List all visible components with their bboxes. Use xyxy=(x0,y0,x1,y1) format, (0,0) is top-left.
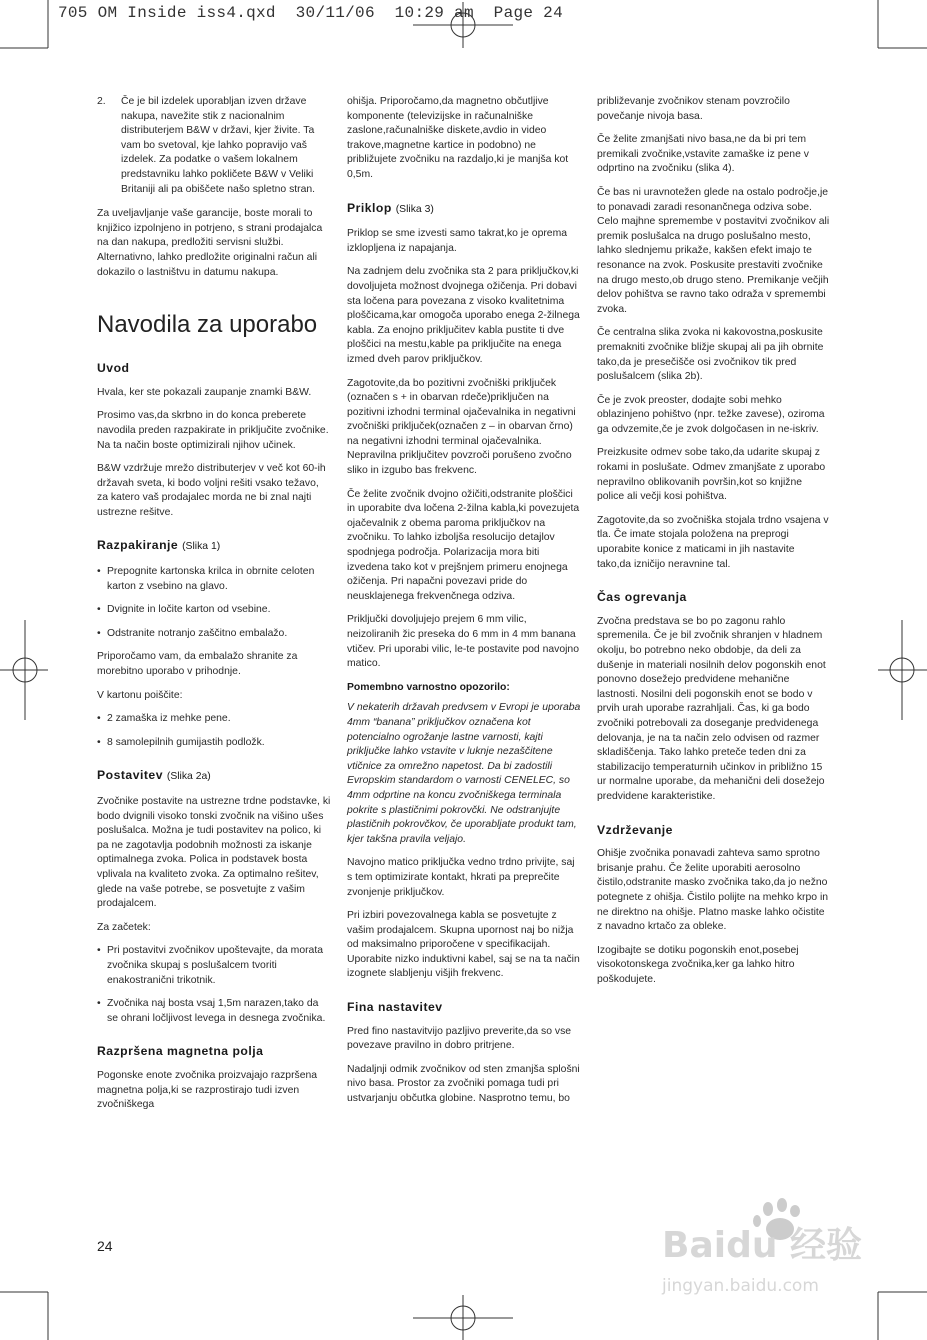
list-item xyxy=(97,736,331,751)
paragraph: Priklop se sme izvesti samo takrat,ko je oprema izklopljena iz napajanja. xyxy=(347,228,568,254)
paragraph: Zvočnike postavite na ustrezne trdne podstavke, ki bodo dvignili visoko tonski zvočnik na višino ušes poslušalca. Možna je tudi postavitev na polico, ki pa ne zagotavlja podobnih možnosti za iskanje optimalnega zvoka. Polica in podstavek bosta vplivala na kvaliteto zvoka. Za optimalno rešitev, glede na vaše potrebe, se posvetujte z vašim prodajalcem. xyxy=(97,796,331,910)
paragraph: Zagotovite,da so zvočniška stojala trdno vsajena v tla. Če imate stojala položena na preprogi uporabite konice z maticami in jih nastavite tako,da izničijo neravnine tal. xyxy=(597,514,829,570)
print-slug: 705 OM Inside iss4.qxd 30/11/06 10:29 am Page 24 xyxy=(58,4,563,22)
paragraph: Na zadnjem delu zvočnika sta 2 para priključkov,ki dovoljujeta možnost dvojnega ožičenja. Pri dobavi sta ločena para povezana z visoko kvalitetnima ploščicama,kar omogoča uporabo enega 2-žilnega kabla. Za enojno priključitev kabla pustite ti dve ploščici na mestu,kable pa priključite na enega izmed dveh parov priključkov. xyxy=(347,266,580,365)
bullet-icon: • xyxy=(97,627,101,639)
paragraph: Ohišje zvočnika ponavadi zahteva samo sprotno brisanje prahu. Če želite uporabiti aerosolno čistilo,odstranite masko zvočnika tako,da jo nežno potegnete z ohišja. Čistilo polijte na mehko krpo in ne direktno na ohišje. Platno maske lahko očistite z navadno krtačo za obleke. xyxy=(597,848,829,933)
list-item-text: 2 zamaška iz mehke pene. xyxy=(107,713,231,725)
list-item-text: Zvočnika naj bosta vsaj 1,5m narazen,tako da se ohrani ločljivost levega in desnega zvočnika. xyxy=(107,998,326,1024)
paragraph: Pogonske enote zvočnika proizvajajo razpršena magnetna polja,ki se razprostirajo tudi izven zvočniškega xyxy=(97,1069,318,1111)
list-item-text: Dvignite in ločite karton od vsebine. xyxy=(107,604,271,616)
numbered-item xyxy=(97,95,331,197)
heading-fina-nastavitev: Fina nastavitev xyxy=(347,1000,443,1015)
paragraph: Za začetek: xyxy=(97,921,151,933)
list-item xyxy=(97,997,331,1026)
heading-vzdrzevanje: Vzdrževanje xyxy=(597,822,673,837)
page-title: Navodila za uporabo xyxy=(97,311,318,339)
paragraph: Priključki dovoljujejo prejem 6 mm vilic, neizoliranih žic preseka do 6 mm in 4 mm banana vtičev. Pri uporabi vilic, le-te postavite pod navojno matico. xyxy=(347,614,579,670)
watermark-brand: Baidu 经验 xyxy=(662,1225,863,1266)
paragraph: Navojno matico priključka vedno trdno privijte, saj s tem optimizirate kontakt, hkrati pa preprečite zvonjenje priključkov. xyxy=(347,857,575,898)
baidu-watermark-logo xyxy=(658,1195,878,1305)
paragraph: Nadaljnji odmik zvočnikov od sten zmanjša splošni nivo basa. Prostor za zvočniki pomaga tudi pri ustvarjanju občutka globine. Nasprotno temu, bo xyxy=(347,1063,580,1105)
paragraph: Izogibajte se dotiku pogonskih enot,posebej visokotonskega zvočnika,ker ga lahko hitro poškodujete. xyxy=(597,944,799,985)
figure-reference: (Slika 2a) xyxy=(166,771,211,783)
watermark-url: jingyan.baidu.com xyxy=(662,1276,819,1296)
warning-heading: Pomembno varnostno opozorilo: xyxy=(347,681,510,693)
paragraph: B&W vzdržuje mrežo distributerjev v več kot 60-ih državah sveta, ki bodo voljni rešiti vsako težavo, za katero vaš prodajalec morda ne bi znal najti ustrezne rešitve. xyxy=(97,463,326,518)
warning-paragraph: V nekaterih državah predvsem v Evropi je uporaba 4mm “banana” priključkov označena kot potencialno ogrožanje lastne varnosti, kajti priključke lahko vstavite v luknje nezaščitene vtičnice za omrežno napetost. Da bi zadostili Evropskim standardom o varnosti CENELEC, so 4mm odprtine na koncu zvočniškega terminala pokrite s plastičnimi pokrovčki. Ne odstranjujte plastičnih pokrovčkov, če uporabljate produkt tam, kjer takšna pravila veljajo. xyxy=(347,702,581,845)
bullet-icon: • xyxy=(97,945,101,957)
paragraph: Če želite zvočnik dvojno ožičiti,odstranite ploščici in uporabite dva ločena 2-žilna kabla,ki povezujeta ojačevalnik z obema paroma priključkov na zvočniku. To lahko izboljša resolucijo detajlov spodnjega področja. Polarizacija mora biti izvedena tako kot v prejšnjem primeru enojnega ožičenja. Pri napačni povezavi pride do neusklajenega frekvenčnega odziva. xyxy=(347,488,580,602)
paragraph: Hvala, ker ste pokazali zaupanje znamki B&W. xyxy=(97,386,312,398)
paragraph: Priporočamo vam, da embalažo shranite za morebitno uporabo v prihodnje. xyxy=(97,651,298,678)
paragraph: približevanje zvočnikov stenam povzročilo povečanje nivoja basa. xyxy=(597,96,790,122)
heading-magnetna-polja: Razpršena magnetna polja xyxy=(97,1044,264,1059)
bullet-icon: • xyxy=(97,604,101,616)
item-text: Če je bil izdelek uporabljan izven države nakupa, navežite stik z nacionalnim distributerjem B&W v državi, kjer živite. Ta vam bo svetoval, kje lahko popravijo vaš izdelek. Za podatke o vašem lokalnem predstavniku lahko pokličete B&W v Veliki Britaniji ali pa obiščete našo spletno stran. xyxy=(121,96,316,195)
bullet-icon: • xyxy=(97,998,101,1010)
list-item xyxy=(97,712,331,727)
paragraph: Če bas ni uravnotežen glede na ostalo področje,je to ponavadi zaradi resonančnega odziva sobe. Celo majhne spremembe v postavitvi zvočnikov ali premik poslušalca na drugo poslušalno mesto, lahko slednjemu prikaže, kakšen efekt imajo te resonance na zvok. Poskusite prestaviti zvočnike na drugo mesto,ob drugo steno. Premikanje večjih delov pohištva se ravno tako odraža v spremembi zvoka. xyxy=(597,186,830,315)
figure-reference: (Slika 3) xyxy=(395,203,434,215)
paragraph: Zagotovite,da bo pozitivni zvočniški priključek (označen s + in obarvan rdeče)priključen na pozitivni izhodni terminal ojačevalnika in negativni zvočniški priključek(označen z – in obarvan črno) na negativni izhodni terminal ojačevalnika. Nepravilna priključitev povzroči porušeno zvočno sliko in izgubo bas frekvenc. xyxy=(347,377,576,477)
bullet-icon: • xyxy=(97,713,101,725)
bullet-icon: • xyxy=(97,736,101,748)
heading-uvod: Uvod xyxy=(97,361,130,376)
heading-postavitev xyxy=(97,768,331,785)
column-1 xyxy=(97,95,331,1122)
heading-text: Razpakiranje xyxy=(97,538,179,553)
paragraph: Če je zvok preoster, dodajte sobi mehko oblazinjeno pohištvo (npr. težke zavese), oziroma ga odvzemite,če je zvok dolgočasen in ne-iskriv. xyxy=(597,394,825,435)
heading-text: Priklop xyxy=(347,200,392,215)
paragraph: Pred fino nastavitvijo pazljivo preverite,da so vse povezave pravilno in dobro pritrjene. xyxy=(347,1025,572,1052)
warranty-paragraph: Za uveljavljanje vaše garancije, boste morali to knjižico izpolnjeno in potrjeno, s strani prodajalca na dan nakupa, predložiti servisni službi. Alternativno, lahko predložite originalni račun ali dokazilo o lastništvu in datumu nakupa. xyxy=(97,208,323,278)
heading-cas-ogrevanja: Čas ogrevanja xyxy=(597,590,687,605)
item-number: 2. xyxy=(97,96,106,107)
paragraph: V kartonu poiščite: xyxy=(97,689,183,701)
heading-razpakiranje xyxy=(97,538,331,555)
list-item xyxy=(97,944,331,988)
bullet-icon: • xyxy=(97,566,101,578)
page-number: 24 xyxy=(97,1238,113,1254)
heading-text: Postavitev xyxy=(97,768,163,783)
paragraph: Preizkusite odmev sobe tako,da udarite skupaj z rokami in poslušate. Odmev zmanjšate z uporabo nepravilno oblikovanih površin,kot so knjižne police ali večji kosi pohištva. xyxy=(597,447,826,503)
list-item-text: 8 samolepilnih gumijastih podložk. xyxy=(107,736,265,748)
paragraph: Pri izbiri povezovalnega kabla se posvetujte z vašim prodajalcem. Skupna upornost naj bo nižja od maksimalno priporočene v specifikacijah. Uporabite nizko induktivni kabel, saj se na ta način izognete slabljenju višjih frekvenc. xyxy=(347,910,580,980)
paragraph: Prosimo vas,da skrbno in do konca preberete navodila preden razpakirate in priključite zvočnike. Na ta način boste optimizirali njihov učinek. xyxy=(97,410,329,451)
list-item-text: Pri postavitvi zvočnikov upoštevajte, da morata zvočnika skupaj s poslušalcem tvoriti enakostranični trikotnik. xyxy=(107,945,323,986)
paragraph: Če centralna slika zvoka ni kakovostna,poskusite premakniti zvočnike bližje skupaj ali pa jih obrnite tako,da je presečišče osi zvočnikov tik pred poslušalcem (slika 2b). xyxy=(597,327,824,383)
list-item xyxy=(97,603,331,618)
list-item-text: Prepognite kartonska krilca in obrnite celoten karton z vsebino na glavo. xyxy=(107,566,315,592)
list-item xyxy=(97,565,331,594)
heading-priklop xyxy=(347,201,581,218)
figure-reference: (Slika 1) xyxy=(182,541,221,553)
list-item xyxy=(97,627,331,642)
paragraph: Če želite zmanjšati nivo basa,ne da bi pri tem premikali zvočnike,vstavite zamaške iz pene v odprtino na zvočniku (slika 4). xyxy=(597,134,809,175)
paragraph: Zvočna predstava se bo po zagonu rahlo spremenila. Če je bil zvočnik shranjen v hladnem okolju, bo potrebno neko obdobje, da deli za dušenje in materiali nosilnih delov pogonskih enot ponovno dosežejo predvidene mehanične lastnosti. Nosilni deli pogonskih enot se bodo v prvih urah uporabe razrahljali. Čas, ki ga bodo zvočniki potrebovali za doseganje predvidenega delovanja, je na ta način zelo odvisen od razmer skladiščenja. Tako lahko preteče teden dni za stabilizacijo temperaturnih učinkov in približno 15 ur normalne uporabe, da mehanični deli dosežejo predvidene karakteristike. xyxy=(597,615,826,802)
column-3 xyxy=(597,95,831,996)
paragraph: ohišja. Priporočamo,da magnetno občutljive komponente (televizijske in računalniške zaslone,računalniške diskete,avdio in video trakove,magnetne kartice in podobno) ne približujete zvočniku na razdaljo,ki je manjša kot 0,5m. xyxy=(347,96,569,180)
list-item-text: Odstranite notranjo zaščitno embalažo. xyxy=(107,627,288,639)
column-2 xyxy=(347,95,581,1116)
